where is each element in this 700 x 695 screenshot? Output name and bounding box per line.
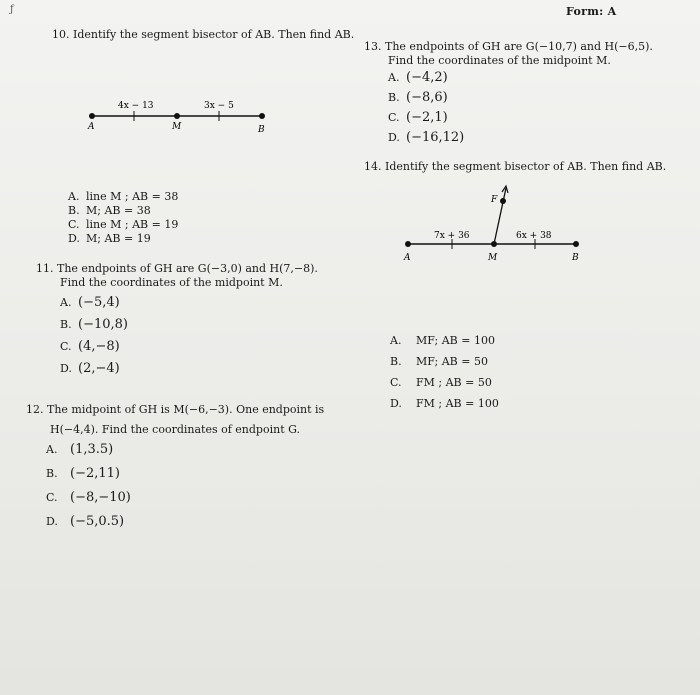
q10-point-m [174, 113, 180, 119]
q14-point-f [500, 198, 506, 204]
q10-point-a [89, 113, 95, 119]
q10-prompt [52, 28, 354, 42]
q10-text: Identify the segment bisector of AB. Then find AB. [73, 28, 355, 41]
q13-text-2: Find the coordinates of the midpoint M. [388, 54, 611, 67]
q12-choice-b[interactable]: B. (−2,11) [46, 466, 120, 481]
q13-choice-d[interactable]: D. (−16,12) [388, 130, 465, 145]
q13-text-1: The endpoints of GH are G(−10,7) and H(−6,5). [385, 40, 653, 53]
q14-choices [390, 330, 499, 414]
q10-diagram [82, 96, 282, 146]
q12-prompt [26, 400, 324, 440]
q12-choice-a[interactable]: A. (1,3.5) [46, 442, 114, 457]
q11-choice-c[interactable]: C. (4,−8) [60, 339, 120, 354]
q12-text-2: H(−4,4). Find the coordinates of endpoint G. [50, 423, 301, 436]
q14-label-b: B [572, 253, 579, 263]
q11-choice-d[interactable]: D. (2,−4) [60, 361, 120, 376]
q13-choice-a[interactable]: A. (−4,2) [388, 70, 448, 85]
q13-prompt [364, 40, 653, 68]
q11-text-2: Find the coordinates of the midpoint M. [60, 276, 283, 289]
q10-left-expr: 4x − 13 [118, 101, 154, 111]
q11-choices [60, 292, 128, 380]
corner-mark: ƒ [10, 4, 14, 15]
q14-right-expr: 6x + 38 [516, 231, 552, 241]
q11-prompt [36, 262, 318, 290]
q14-point-b [573, 241, 579, 247]
q14-choice-d[interactable]: D. FM ; AB = 100 [390, 397, 499, 410]
q10-choice-c[interactable]: C. line M ; AB = 19 [68, 218, 179, 231]
q14-diagram [396, 182, 596, 270]
q14-point-a [405, 241, 411, 247]
q10-point-b [259, 113, 265, 119]
q14-choice-b[interactable]: B. MF; AB = 50 [390, 355, 488, 368]
q10-label-a: A [88, 122, 95, 132]
q14-prompt [364, 160, 666, 174]
q14-number: 14. [364, 160, 382, 173]
q14-point-m [491, 241, 497, 247]
q12-choice-d[interactable]: D. (−5,0.5) [46, 514, 125, 529]
q10-right-expr: 3x − 5 [204, 101, 234, 111]
q11-text-1: The endpoints of GH are G(−3,0) and H(7,−8). [57, 262, 318, 275]
q10-choice-b[interactable]: B. M; AB = 38 [68, 204, 151, 217]
q10-choices [68, 190, 178, 246]
q14-text: Identify the segment bisector of AB. Then find AB. [385, 160, 667, 173]
q11-choice-b[interactable]: B. (−10,8) [60, 317, 128, 332]
q12-number: 12. [26, 403, 44, 416]
q14-choice-c[interactable]: C. FM ; AB = 50 [390, 376, 492, 389]
q14-choice-a[interactable]: A. MF; AB = 100 [390, 334, 495, 347]
q10-label-b: B [258, 125, 265, 135]
q12-text-1: The midpoint of GH is M(−6,−3). One endpoint is [47, 403, 325, 416]
q13-choice-b[interactable]: B. (−8,6) [388, 90, 448, 105]
q11-number: 11. [36, 262, 54, 275]
q14-label-a: A [404, 253, 411, 263]
q10-choice-d[interactable]: D. M; AB = 19 [68, 232, 151, 245]
q13-choice-c[interactable]: C. (−2,1) [388, 110, 448, 125]
q14-label-f: F [491, 195, 498, 205]
q10-number: 10. [52, 28, 70, 41]
q13-choices [388, 68, 464, 148]
q10-label-m: M [172, 122, 182, 132]
q14-label-m: M [488, 253, 498, 263]
q13-number: 13. [364, 40, 382, 53]
q12-choices [46, 438, 131, 534]
q10-choice-a[interactable]: A. line M ; AB = 38 [68, 190, 179, 203]
q14-left-expr: 7x + 36 [434, 231, 470, 241]
form-label: Form: A [566, 5, 617, 18]
q12-choice-c[interactable]: C. (−8,−10) [46, 490, 131, 505]
q11-choice-a[interactable]: A. (−5,4) [60, 295, 120, 310]
